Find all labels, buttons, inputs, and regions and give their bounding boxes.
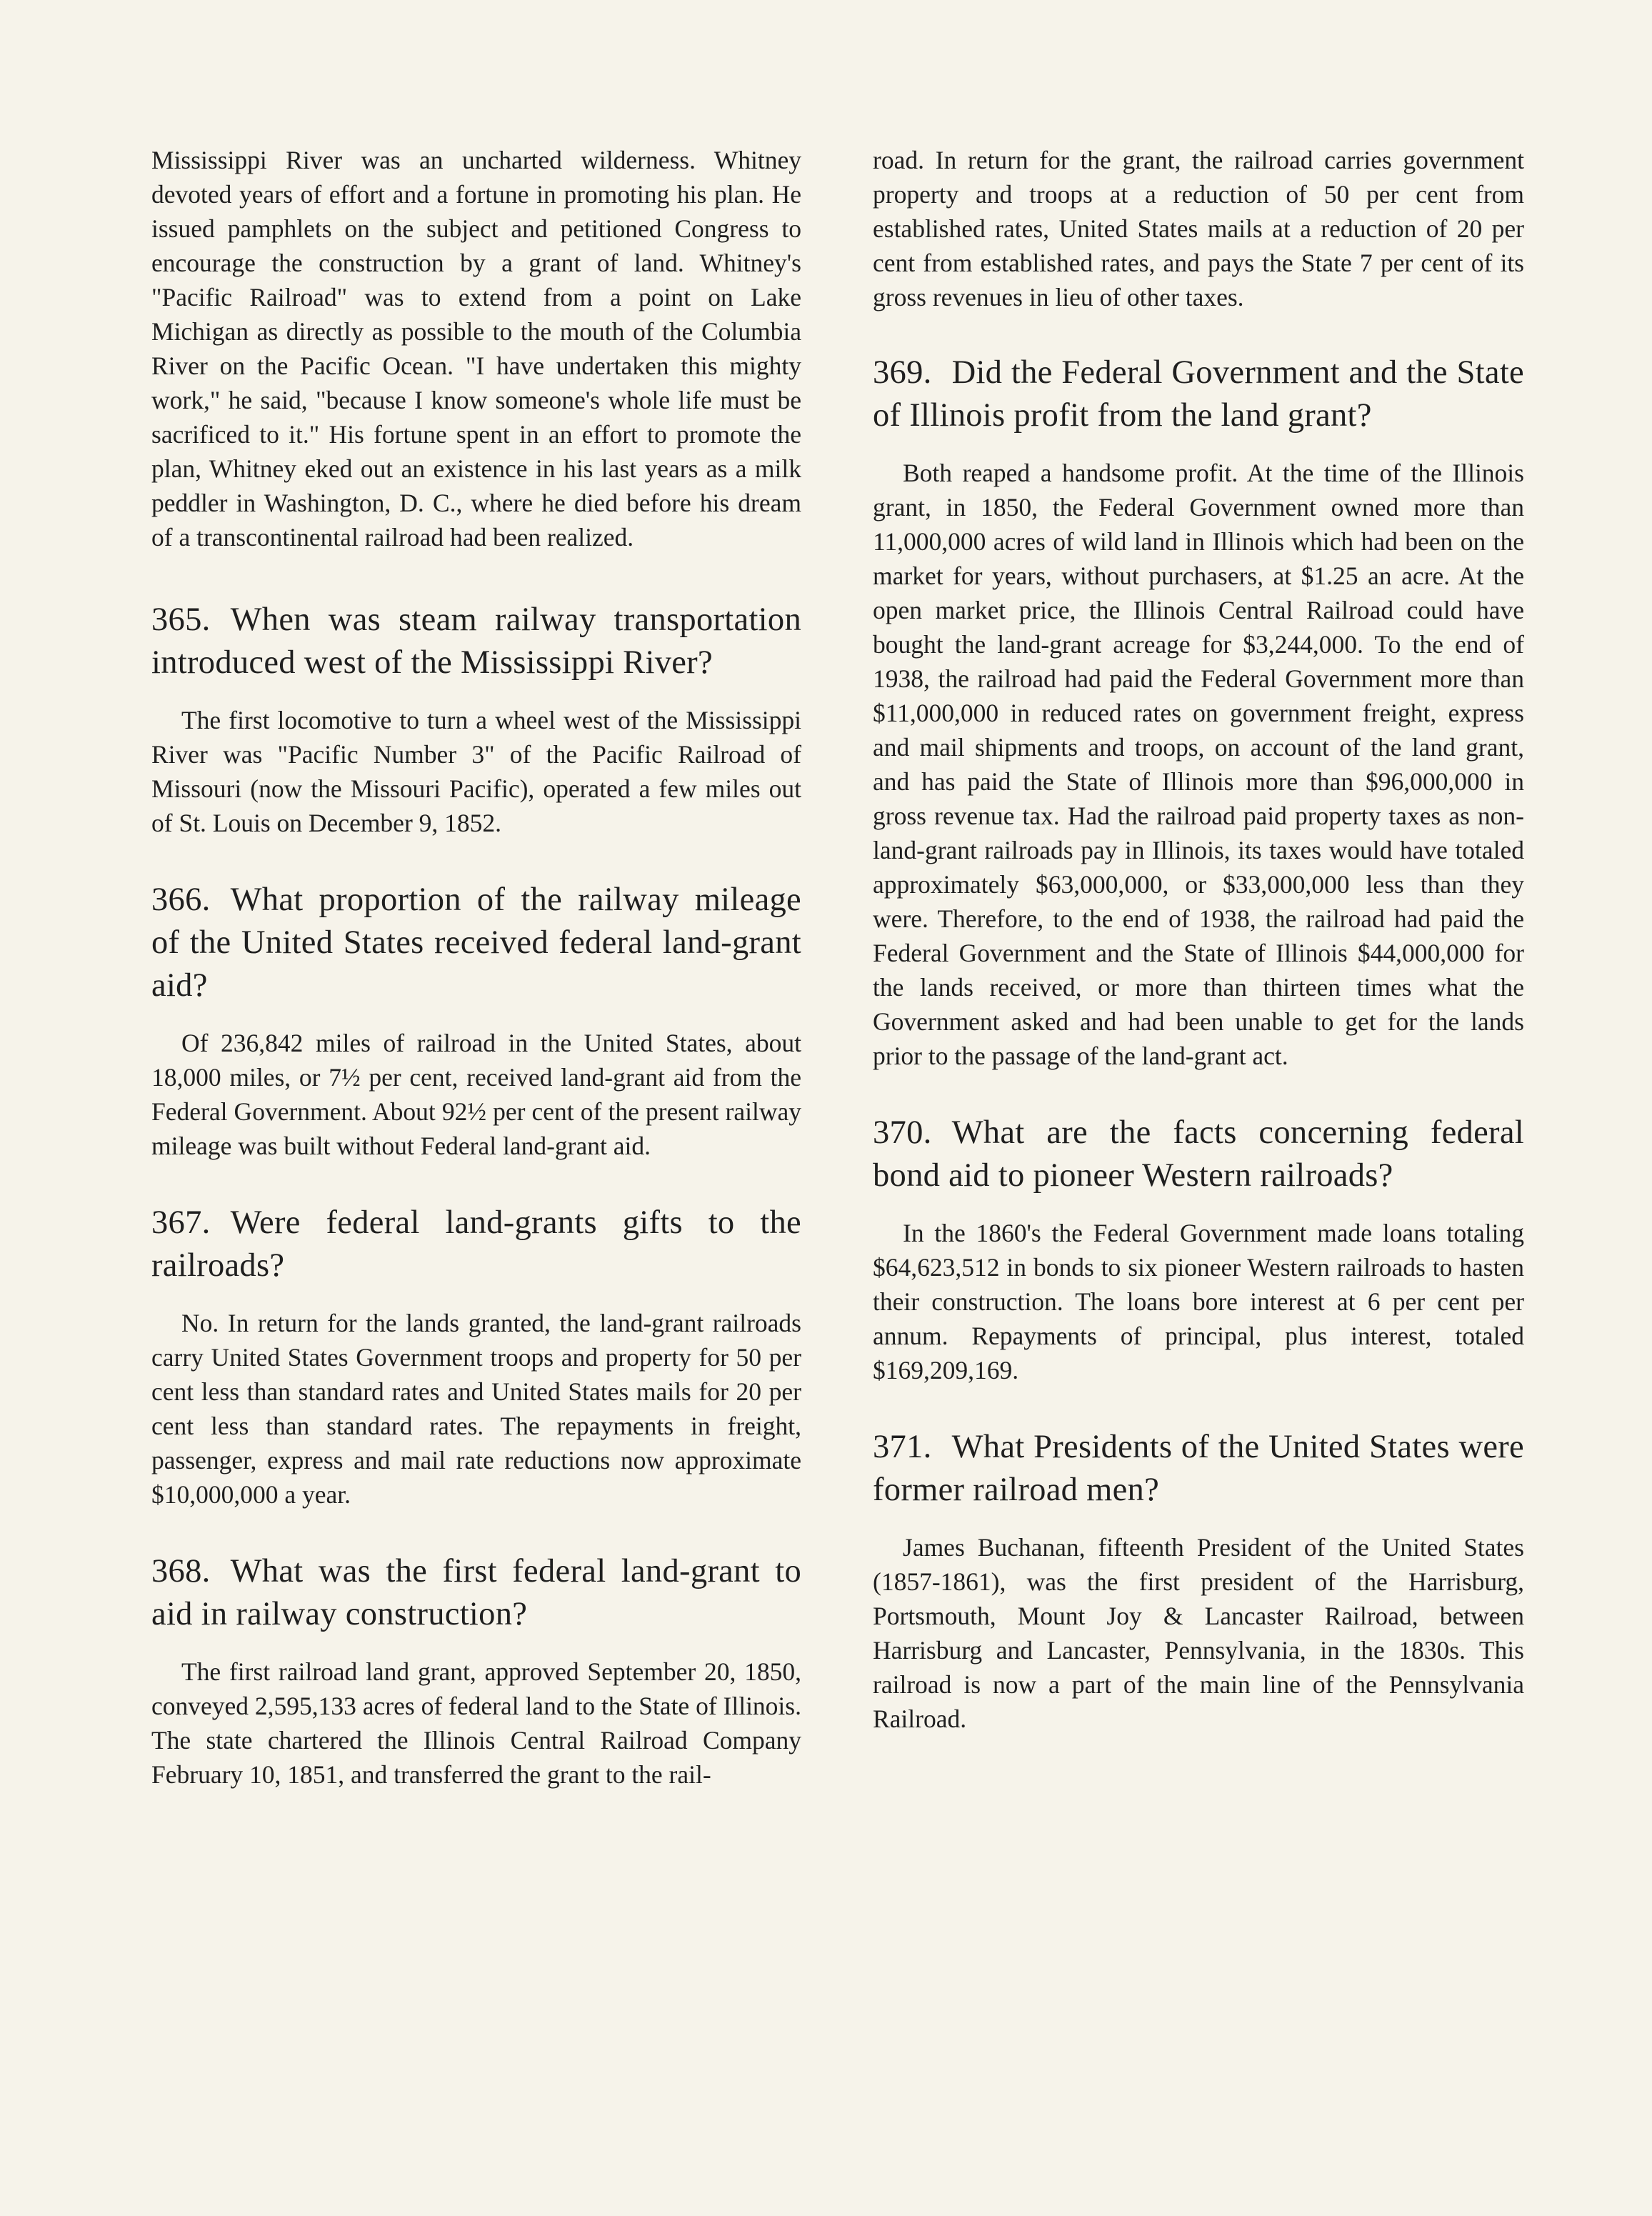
question-number: 371. xyxy=(873,1429,932,1465)
left-column xyxy=(151,143,801,1792)
question-365 xyxy=(151,599,801,840)
continued-paragraph: road. In return for the grant, the railroad carries government property and troops at a reduction of 50 per cent from established rates, United States mails at a reduction of 20 per cent from established rates, and pays the State 7 per cent of its gross revenues in lieu of other taxes. xyxy=(873,146,1524,311)
question-number: 368. xyxy=(151,1553,211,1589)
answer-text: No. In return for the lands granted, the land-grant railroads carry United States Government troops and property for 50 per cent less than standard rates and United States mails for 20 per cent less than standard rates. The repayments in freight, passenger, express and mail rate reductions now approximate $10,000,000 a year. xyxy=(151,1309,801,1509)
question-heading xyxy=(151,1550,801,1636)
question-number: 370. xyxy=(873,1114,932,1151)
question-369 xyxy=(873,351,1524,1073)
question-370 xyxy=(873,1112,1524,1387)
right-column xyxy=(873,143,1524,1736)
question-number: 365. xyxy=(151,602,211,638)
question-number: 369. xyxy=(873,354,932,391)
answer-text: James Buchanan, fifteenth President of the United States (1857-1861), was the first president of the Harrisburg, Portsmouth, Mount Joy & Lancaster Railroad, between Harrisburg and Lancaster, Pennsylvania, in the 1830s. This railroad is now a part of the main line of the Pennsylvania Railroad. xyxy=(873,1533,1524,1733)
question-text: What was the first federal land-grant to aid in railway construction? xyxy=(151,1553,801,1632)
question-text: Were federal land-grants gifts to the railroads? xyxy=(151,1204,801,1284)
question-text: What Presidents of the United States were former railroad men? xyxy=(873,1429,1524,1508)
answer-text: In the 1860's the Federal Government made loans totaling $64,623,512 in bonds to six pioneer Western railroads to hasten their construction. The loans bore interest at 6 per cent per annum. Repayments of principal, plus interest, totaled $169,209,169. xyxy=(873,1219,1524,1384)
question-text: When was steam railway transportation introduced west of the Mississippi River? xyxy=(151,602,801,681)
question-heading xyxy=(873,351,1524,437)
question-number: 367. xyxy=(151,1204,211,1241)
answer-text: The first railroad land grant, approved September 20, 1850, conveyed 2,595,133 acres of federal land to the State of Illinois. The state chartered the Illinois Central Railroad Company February 10, 1851, and transferred the grant to the rail- xyxy=(151,1657,801,1789)
question-heading xyxy=(873,1426,1524,1512)
question-366 xyxy=(151,879,801,1163)
continued-paragraph: Mississippi River was an uncharted wilderness. Whitney devoted years of effort and a fortune in promoting his plan. He issued pamphlets on the subject and petitioned Congress to encourage the construction by a grant of land. Whitney's "Pacific Railroad" was to extend from a point on Lake Michigan as directly as possible to the mouth of the Columbia River on the Pacific Ocean. "I have undertaken this mighty work," he said, "because I know someone's whole life must be sacrificed to it." His fortune spent in an effort to promote the plan, Whitney eked out an existence in his last years as a milk peddler in Washington, D. C., where he died before his dream of a transcontinental railroad had been realized. xyxy=(151,146,801,551)
question-heading xyxy=(873,1112,1524,1197)
question-text: Did the Federal Government and the State of Illinois profit from the land grant? xyxy=(873,354,1524,434)
question-heading xyxy=(151,1202,801,1287)
question-367 xyxy=(151,1202,801,1512)
question-number: 366. xyxy=(151,882,211,918)
answer-text: Both reaped a handsome profit. At the time of the Illinois grant, in 1850, the Federal Government owned more than 11,000,000 acres of wild land in Illinois which had been on the market for years, without purchasers, at $1.25 an acre. At the open market price, the Illinois Central Railroad could have bought the land-grant acreage for $3,244,000. To the end of 1938, the railroad had paid the Federal Government more than $11,000,000 in reduced rates on government freight, express and mail shipments and troops, on account of the land grant, and has paid the State of Illinois more than $96,000,000 in gross revenue tax. Had the railroad paid property taxes as non-land-grant railroads pay in Illinois, its taxes would have totaled approximately $63,000,000, or $33,000,000 less than they were. Therefore, to the end of 1938, the railroad had paid the Federal Government and the State of Illinois $44,000,000 for the lands received, or more than thirteen times what the Government asked and had been unable to get for the lands prior to the passage of the land-grant act. xyxy=(873,459,1524,1070)
answer-text: Of 236,842 miles of railroad in the United States, about 18,000 miles, or 7½ per cent, received land-grant aid from the Federal Government. About 92½ per cent of the present railway mileage was built without Federal land-grant aid. xyxy=(151,1029,801,1160)
question-heading xyxy=(151,879,801,1007)
question-368 xyxy=(151,1550,801,1792)
answer-text: The first locomotive to turn a wheel west of the Mississippi River was "Pacific Number 3" of the Pacific Railroad of Missouri (now the Missouri Pacific), operated a few miles out of St. Louis on December 9, 1852. xyxy=(151,706,801,837)
question-heading xyxy=(151,599,801,684)
question-371 xyxy=(873,1426,1524,1736)
question-text: What proportion of the railway mileage of the United States received federal land-grant aid? xyxy=(151,882,801,1004)
question-text: What are the facts concerning federal bond aid to pioneer Western railroads? xyxy=(873,1114,1524,1194)
